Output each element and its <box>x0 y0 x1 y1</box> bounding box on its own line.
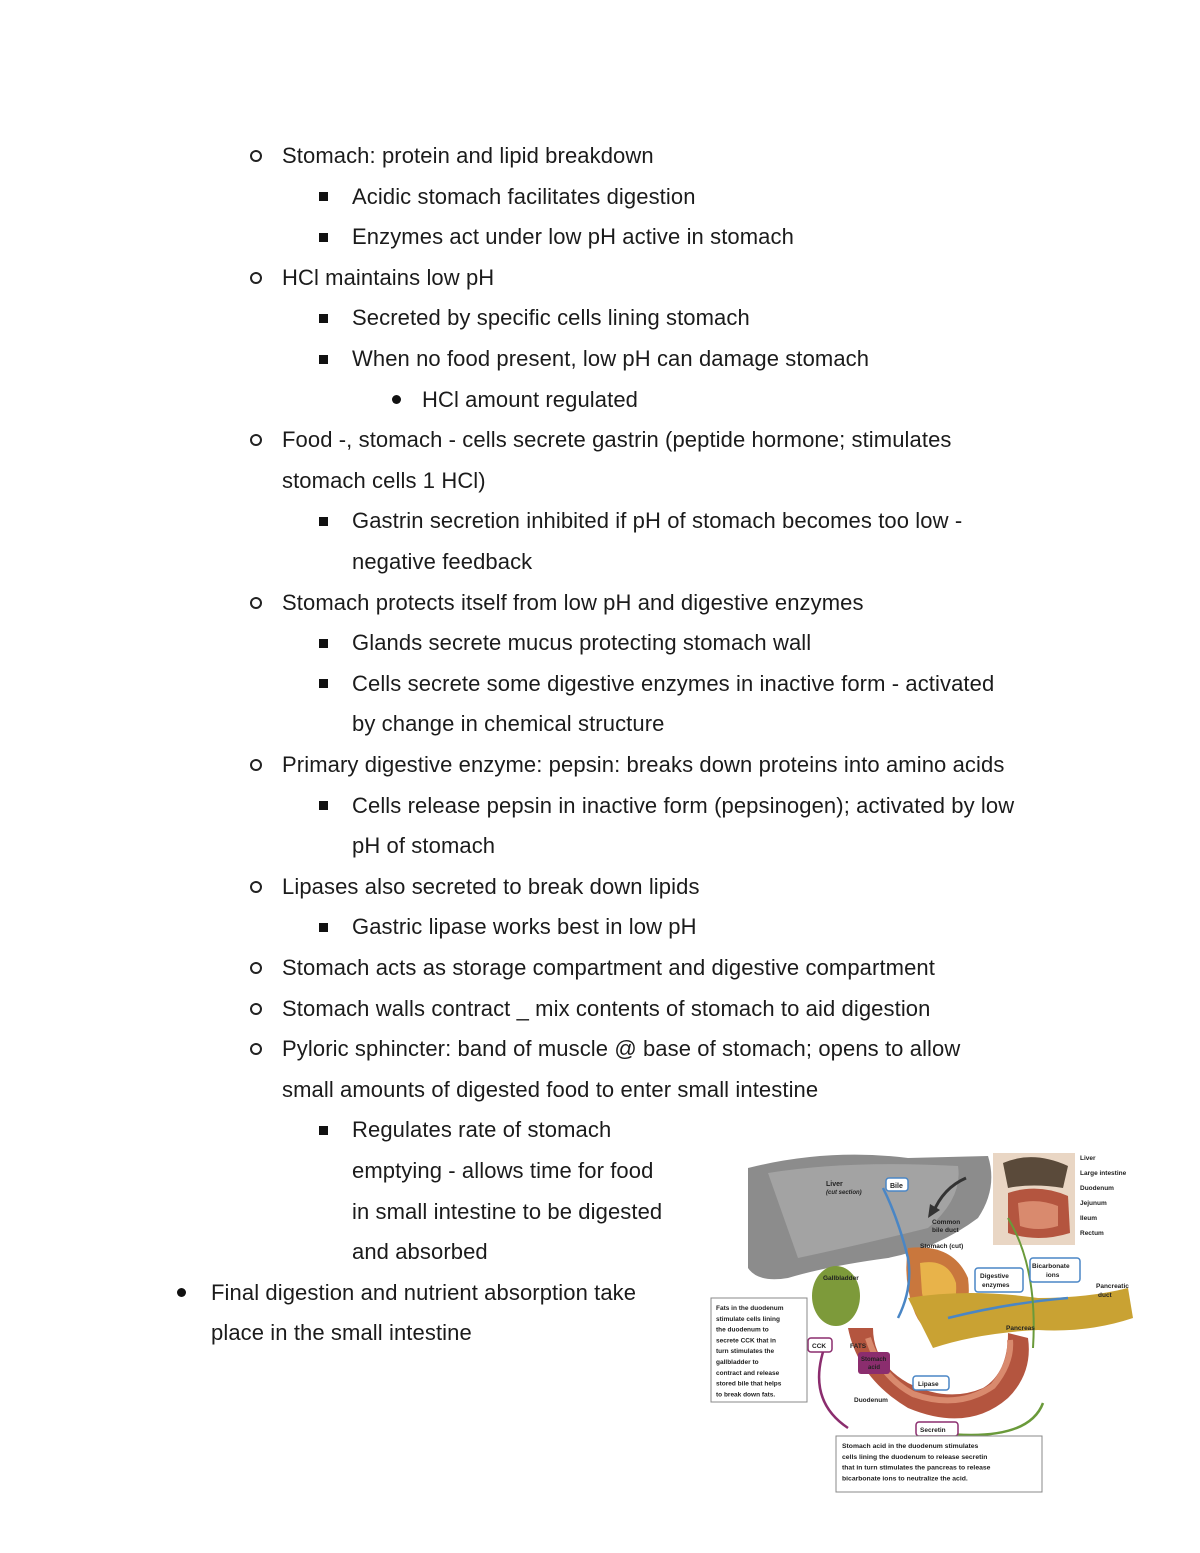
outline-item-text: negative feedback <box>352 549 533 574</box>
bullet-square <box>319 923 328 932</box>
bullet-circle <box>250 759 262 771</box>
label-bicarbonate-1: Bicarbonate <box>1032 1263 1070 1270</box>
left-caption <box>716 1305 784 1398</box>
label-common-bile-duct-1: Common <box>932 1219 961 1226</box>
inset-labels-line: Large intestine <box>1080 1170 1127 1177</box>
outline-item-text: and absorbed <box>352 1239 488 1265</box>
outline-item-text: Cells secrete some digestive enzymes in inactive form - activated <box>352 670 995 696</box>
outline-item-text: Acidic stomach facilitates digestion <box>352 183 696 209</box>
bullet-circle <box>250 272 262 284</box>
outline-item-text: Glands secrete mucus protecting stomach wall <box>352 630 812 656</box>
outline-item-text: Final digestion and nutrient absorption take <box>211 1279 637 1305</box>
inset-labels <box>1080 1155 1127 1237</box>
left-caption-line: secrete CCK that in <box>716 1337 776 1345</box>
label-stomach-acid-1: Stomach <box>861 1357 887 1363</box>
outline-item-text: HCl amount regulated <box>422 386 639 412</box>
bullet-square <box>319 355 328 364</box>
outline-item-text: Stomach walls contract _ mix contents of stomach to aid digestion <box>282 995 931 1021</box>
left-caption-line: contract and release <box>716 1369 780 1377</box>
label-pancreas: Pancreas <box>1006 1325 1035 1332</box>
left-caption-line: turn stimulates the <box>716 1348 775 1356</box>
bullet-circle <box>250 434 262 446</box>
outline-item-text: Enzymes act under low pH active in stomach <box>352 224 794 250</box>
bottom-caption-line: cells lining the duodenum to release secretin <box>842 1453 988 1461</box>
label-digestive-enzymes-2: enzymes <box>982 1282 1010 1289</box>
inset-labels-line: Rectum <box>1080 1230 1104 1237</box>
label-bile: Bile <box>890 1183 903 1190</box>
outline-item-text: When no food present, low pH can damage stomach <box>352 346 870 371</box>
label-liver: Liver <box>826 1181 843 1188</box>
bullet-circle <box>250 1003 262 1015</box>
outline-item-text: Primary digestive enzyme: pepsin: breaks down proteins into amino acids <box>282 752 1005 777</box>
bottom-caption-line: Stomach acid in the duodenum stimulates <box>842 1443 979 1450</box>
bullet-square <box>319 679 328 688</box>
bullet-square <box>319 1126 328 1135</box>
bottom-caption-line: bicarbonate ions to neutralize the acid. <box>842 1475 968 1483</box>
outline-item-text: Gastrin secretion inhibited if pH of stomach becomes too low - <box>352 508 963 534</box>
outline-item-text: Regulates rate of stomach <box>352 1117 612 1143</box>
inset-labels-line: Liver <box>1080 1155 1096 1162</box>
outline-item-text: Pyloric sphincter: band of muscle @ base of stomach; opens to allow <box>282 1036 961 1062</box>
outline-item-text: HCl maintains low pH <box>282 264 495 290</box>
left-caption-line: stored bile that helps <box>716 1380 782 1388</box>
left-caption-line: the duodenum to <box>716 1326 769 1334</box>
digestion-diagram <box>708 1148 1148 1494</box>
outline-item-text: Gastric lipase works best in low pH <box>352 914 697 940</box>
bullet-circle <box>250 962 262 974</box>
label-common-bile-duct-2: bile duct <box>932 1227 959 1234</box>
outline-item-text: Food -, stomach - cells secrete gastrin (peptide hormone; stimulates <box>282 427 952 453</box>
inset-labels-line: Ileum <box>1080 1215 1097 1222</box>
label-stomach-cut: Stomach (cut) <box>920 1243 964 1250</box>
outline-item-text: Cells release pepsin in inactive form (pepsinogen); activated by low <box>352 792 1015 818</box>
left-caption-line: gallbladder to <box>716 1359 759 1366</box>
outline-item-text: Stomach: protein and lipid breakdown <box>282 143 654 168</box>
bullet-circle <box>250 597 262 609</box>
inset-labels-line: Jejunum <box>1080 1200 1107 1207</box>
bullet-square <box>319 517 328 526</box>
outline-item-text: Secreted by specific cells lining stomach <box>352 305 750 331</box>
label-digestive-enzymes-1: Digestive <box>980 1273 1009 1280</box>
bullet-dot3 <box>392 395 401 404</box>
bullet-circle <box>250 150 262 162</box>
bullet-square <box>319 801 328 810</box>
bullet-square <box>319 233 328 242</box>
bullet-square <box>319 639 328 648</box>
outline-item-text: stomach cells 1 HCl) <box>282 467 486 493</box>
left-caption-line: Fats in the duodenum <box>716 1305 784 1312</box>
outline-item-text: in small intestine to be digested <box>352 1198 663 1224</box>
outline-item-text: pH of stomach <box>352 833 496 859</box>
label-fats: FATS <box>850 1343 867 1350</box>
label-gallbladder: Gallbladder <box>823 1275 859 1282</box>
left-caption-line: to break down fats. <box>716 1391 776 1399</box>
outline-item-text: Stomach acts as storage compartment and digestive compartment <box>282 955 935 980</box>
inset-labels-line: Duodenum <box>1080 1185 1114 1192</box>
left-caption-line: stimulate cells lining <box>716 1315 780 1323</box>
outline-item-text: small amounts of digested food to enter small intestine <box>282 1076 819 1102</box>
label-pancreatic-duct-1: Pancreatic <box>1096 1283 1129 1290</box>
outline-item-text: Lipases also secreted to break down lipids <box>282 873 700 899</box>
bullet-square <box>319 192 328 201</box>
outline-item-text: place in the small intestine <box>211 1320 472 1346</box>
label-pancreatic-duct-2: duct <box>1098 1292 1112 1299</box>
label-secretin: Secretin <box>920 1427 946 1434</box>
label-cck: CCK <box>812 1343 827 1350</box>
label-bicarbonate-2: ions <box>1046 1272 1060 1279</box>
bullet-square <box>319 314 328 323</box>
outline-item-text: emptying - allows time for food <box>352 1158 654 1183</box>
label-liver-sub: (cut section) <box>826 1190 862 1196</box>
label-stomach-acid-2: acid <box>868 1365 881 1371</box>
bullet-circle <box>250 1043 262 1055</box>
bullet-dot1 <box>177 1288 186 1297</box>
outline-item-text: by change in chemical structure <box>352 711 665 737</box>
label-lipase: Lipase <box>918 1381 939 1388</box>
bottom-caption-line: that in turn stimulates the pancreas to release <box>842 1464 991 1472</box>
outline-item-text: Stomach protects itself from low pH and digestive enzymes <box>282 589 864 615</box>
label-duodenum: Duodenum <box>854 1397 888 1404</box>
bullet-circle <box>250 881 262 893</box>
